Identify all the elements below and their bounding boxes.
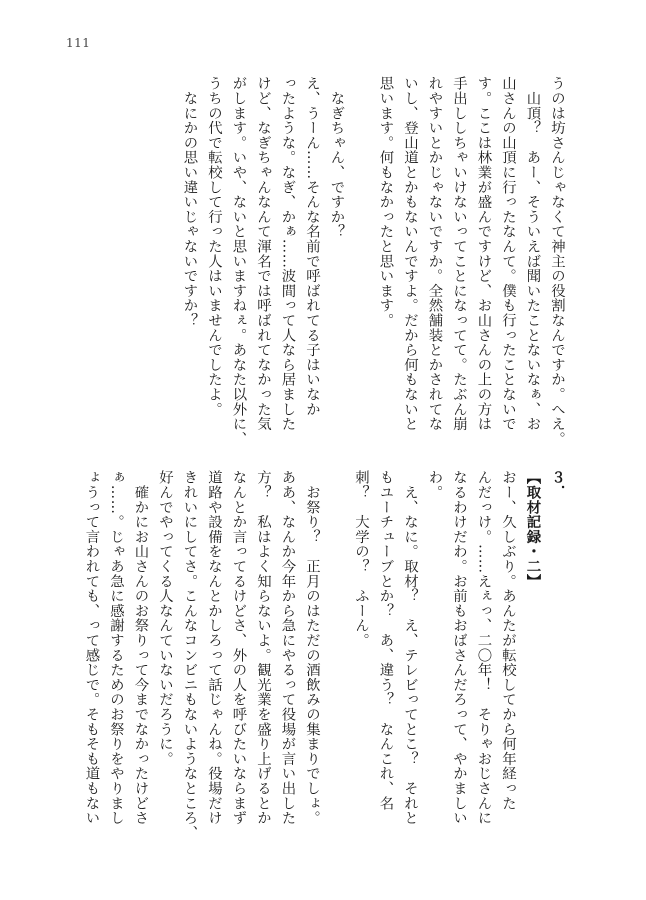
text-line: いし、登山道とかもないんですよ。だから何もないと: [402, 76, 418, 432]
text-line: なぎちゃん、ですか？: [328, 76, 345, 239]
text-line: え、なに。取材？ え、テレビってとこ？ それと: [402, 470, 418, 826]
text-line: けど、なぎちゃんなんて渾名では呼ばれてなかった気: [255, 76, 271, 432]
text-line: がします。いや、ないと思いますねぇ。あなた以外に、: [230, 76, 247, 446]
text-line: もユーチューブとか？ あ、違う？ なんこれ、名: [377, 470, 394, 811]
text-line: 山頂？ あー、そういえば聞いたことないなぁ、お: [524, 76, 541, 432]
text-line: なにかの思い違いじゃないですか？: [181, 76, 198, 328]
text-line: え、うーん……そんな名前で呼ばれてる子はいなか: [304, 76, 320, 417]
text-line: ったような。なぎ、かぁ……波間って人なら居ました: [279, 76, 296, 432]
text-line: うのは坊さんじゃなくて神主の役割なんですか。へえ。: [549, 76, 565, 446]
text-line: ああ、なんか今年から急にやるって役場が言い出した: [279, 470, 296, 826]
text-line: きれいにしてさ。こんなコンビニもないようなところ、: [181, 470, 198, 840]
text-line: ぁ……。じゃあ急に感謝するためのお祭りをやりまし: [108, 470, 124, 826]
text-line: おー、久しぶり。あんたが転校してから何年経った: [500, 470, 516, 811]
section-heading: 【取材記録・二】: [524, 470, 542, 589]
text-line: [324, 470, 349, 860]
text-line: んだっけ。……えぇっ、二〇年！ そりゃおじさんに: [475, 470, 492, 826]
text-line: なるわけだわ。お前もおばさんだろって、やかましい: [451, 470, 467, 826]
text-line: 山さんの山頂に行ったなんて。僕も行ったことないで: [500, 76, 516, 432]
text-line: 方？ 私はよく知らないよ。観光業を盛り上げるとか: [255, 470, 271, 826]
text-line: [349, 76, 374, 456]
text-line: 好んでやってくる人なんていないだろうに。: [157, 470, 173, 766]
text-line: お祭り？ 正月のはただの酒飲みの集まりでしょ。: [304, 470, 320, 826]
text-line: 手出ししちゃいけないってことになってて。たぶん崩: [451, 76, 467, 432]
text-line: 確かにお山さんのお祭りって今までなかったけどさ: [132, 470, 149, 826]
text-line: わ。: [426, 470, 443, 500]
text-line: す。ここは林業が盛んですけど、お山さんの上の方は: [475, 76, 492, 432]
upper-text-column: [169, 76, 569, 456]
lower-text-column: [59, 470, 569, 860]
text-line: れやすいとかじゃないですか。全然舗装とかされてな: [426, 76, 443, 432]
page-number: 111: [66, 36, 91, 50]
text-line: なんとか言ってるけどさ、外の人を呼びたいならまず: [230, 470, 247, 826]
section-number: ３．: [549, 470, 566, 500]
text-line: 刺？ 大学の？ ふーん。: [353, 470, 369, 648]
text-line: ょうって言われても、って感じで。そもそも道もない: [83, 470, 100, 826]
text-line: 思います。何もなかったと思います。: [377, 76, 394, 328]
text-line: 道路や設備をなんとかしろって話じゃんね。役場だけ: [206, 470, 222, 826]
text-line: うちの代で転校して行った人はいませんでしたよ。: [206, 76, 222, 417]
